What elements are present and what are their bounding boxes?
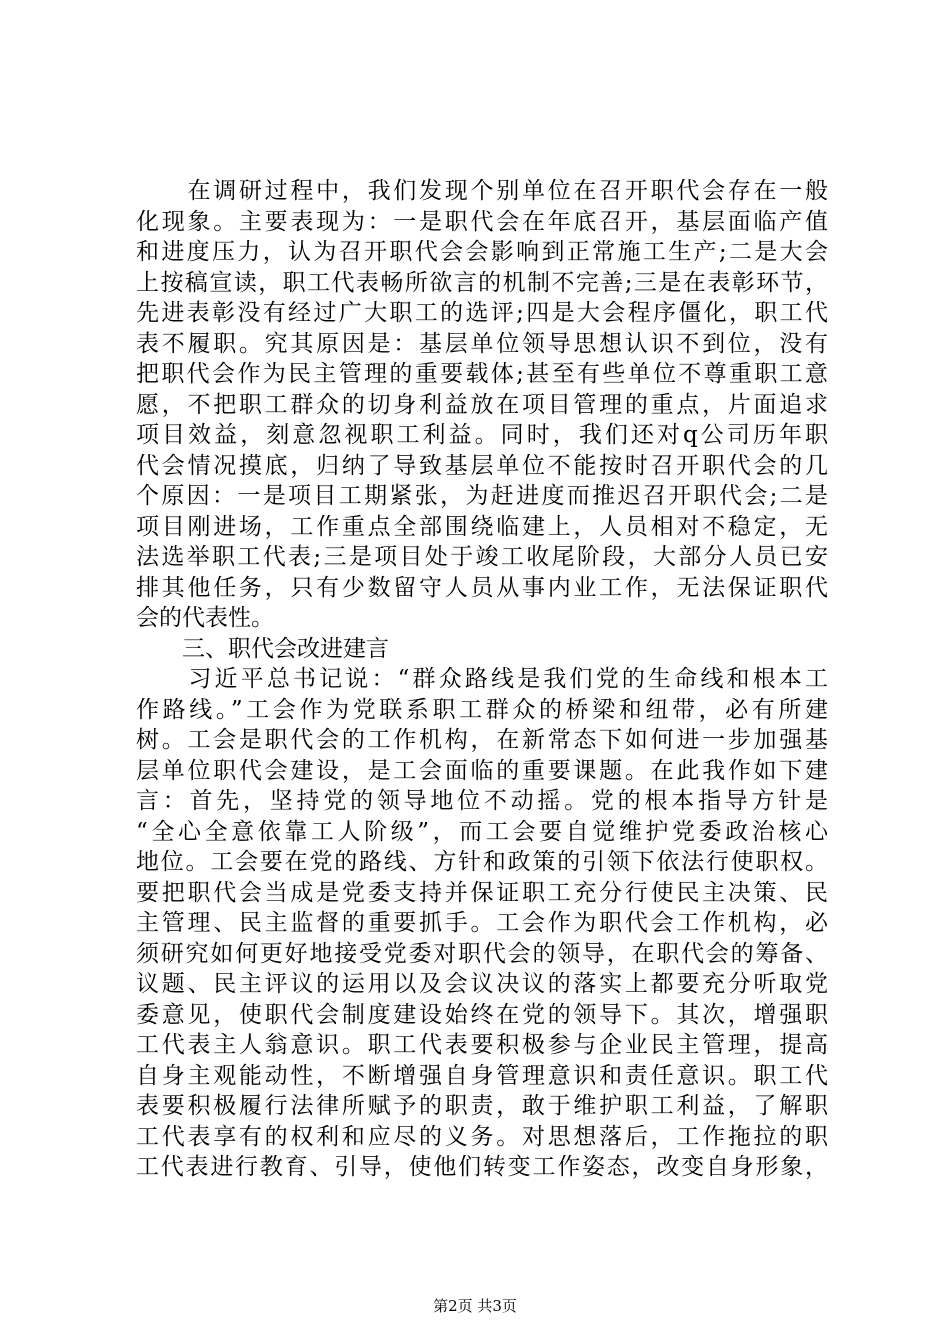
text-line: 作路线。”工会作为党联系职工群众的桥梁和纽带，必有所建 <box>136 696 828 723</box>
paragraph-investigation-findings <box>136 176 828 634</box>
text-line: 化现象。主要表现为：一是职代会在年底召开，基层面临产值 <box>136 208 828 235</box>
text-line: 地位。工会要在党的路线、方针和政策的引领下依法行使职权。 <box>136 849 828 875</box>
text-line: 须研究如何更好地接受党委对职代会的领导，在职代会的筹备、 <box>136 940 828 967</box>
text-line: 习近平总书记说：“群众路线是我们党的生命线和根本工 <box>136 666 828 692</box>
text-line: 工代表进行教育、引导，使他们转变工作姿态，改变自身形象， <box>136 1154 828 1180</box>
text-line: “全心全意依靠工人阶级”，而工会要自觉维护党委政治核心 <box>136 818 828 845</box>
text-line: 个原因：一是项目工期紧张，为赶进度而推迟召开职代会;二是 <box>136 483 828 509</box>
document-body <box>136 176 828 1183</box>
section-heading: 三、职代会改进建言 <box>136 635 389 662</box>
paragraph-improvement-suggestions <box>136 664 828 1183</box>
text-line: 在调研过程中，我们发现个别单位在召开职代会存在一般 <box>136 178 828 204</box>
text-line: 主管理、民主监督的重要抓手。工会作为职代会工作机构，必 <box>136 910 828 936</box>
text-line: 言：首先，坚持党的领导地位不动摇。党的根本指导方针是 <box>136 788 828 814</box>
text-line: 工代表享有的权利和应尽的义务。对思想落后，工作拖拉的职 <box>136 1123 828 1150</box>
text-line: 项目刚进场，工作重点全部围绕临建上，人员相对不稳定，无 <box>136 513 828 540</box>
text-line: 代会情况摸底，归纳了导致基层单位不能按时召开职代会的几 <box>136 452 828 479</box>
text-line: 会的代表性。 <box>136 605 274 631</box>
page-number-footer: 第2页 共3页 <box>433 1297 517 1315</box>
text-line: 排其他任务，只有少数留守人员从事内业工作，无法保证职代 <box>136 574 828 601</box>
text-line: 上按稿宣读，职工代表畅所欲言的机制不完善;三是在表彰环节， <box>136 269 828 296</box>
text-line: 把职代会作为民主管理的重要载体;甚至有些单位不尊重职工意 <box>136 361 828 387</box>
text-line: 自身主观能动性，不断增强自身管理意识和责任意识。职工代 <box>136 1062 828 1089</box>
text-line: 工代表主人翁意识。职工代表要积极参与企业民主管理，提高 <box>136 1032 828 1058</box>
text-line: 项目效益，刻意忽视职工利益。同时，我们还对q公司历年职 <box>136 422 828 448</box>
text-line: 议题、民主评议的运用以及会议决议的落实上都要充分听取党 <box>136 971 828 997</box>
text-line: 委意见，使职代会制度建设始终在党的领导下。其次，增强职 <box>136 1001 828 1028</box>
text-line: 和进度压力，认为召开职代会会影响到正常施工生产;二是大会 <box>136 239 828 265</box>
text-line: 树。工会是职代会的工作机构，在新常态下如何进一步加强基 <box>136 727 828 753</box>
text-line: 愿，不把职工群众的切身利益放在项目管理的重点，片面追求 <box>136 391 828 418</box>
text-line: 先进表彰没有经过广大职工的选评;四是大会程序僵化，职工代 <box>136 300 828 326</box>
text-line: 层单位职代会建设，是工会面临的重要课题。在此我作如下建 <box>136 757 828 784</box>
text-line: 表不履职。究其原因是：基层单位领导思想认识不到位，没有 <box>136 330 828 357</box>
text-line: 法选举职工代表;三是项目处于竣工收尾阶段，大部分人员已安 <box>136 544 828 570</box>
text-line: 要把职代会当成是党委支持并保证职工充分行使民主决策、民 <box>136 879 828 906</box>
text-line: 表要积极履行法律所赋予的职责，敢于维护职工利益，了解职 <box>136 1093 828 1119</box>
